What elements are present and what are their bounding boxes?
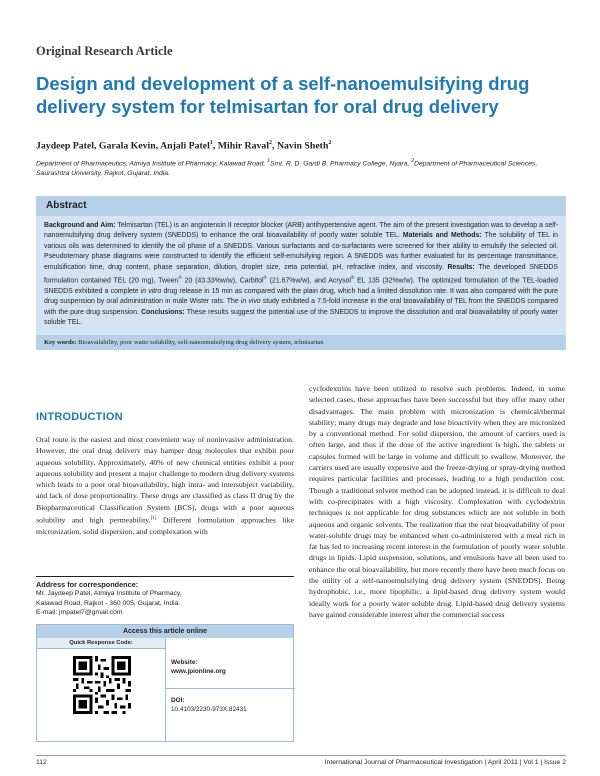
abstract-results-text-2: 20 (43.33%w/w), Carbitol [181,277,264,285]
author-affil-mark-2: 2 [269,140,273,146]
abstract-in-vivo: in vivo [240,298,261,306]
intro-left-text-2: Different formulation approaches like micronization, solid dispersion, and complexation with [36,515,294,536]
info-divider [166,688,295,689]
affiliation-text-1: Department of Pharmaceutics, Atmiya Institute of Pharmacy, Kalawad Road, [36,160,268,168]
introduction-right-column: cyclodextrins have been utilized to resolve such problems. Indeed, in some selected cases, these approaches have been successful but they offer many other disadvantages. The main problem with micronization is chemical/thermal stability; many drugs may degrade and lose bioactivity when they are micronized by a conventional method. For solid dispersion, the amount of carriers used is often large, and thus if the dose of the active ingredient is high, the tablets or capsules formed will be large in volume and difficult to swallow. Moreover, the carriers used are usually expensive and the freeze-drying or spray-drying method requires particular facilities and processes, leading to a high production cost. Though a traditional solvent method can be adopted instead, it is difficult to deal with co-precipitates with a high viscosity. Complexation with cyclodextrin techniques is not applicable for drug substances which are not soluble in both aqueous and organic solvents. The realization that the oral bioavailability of poor water-soluble drugs may be enhanced when co-administered with a meal rich in fat has led to increasing recent interest in the formulation of poorly water soluble drugs in lipids. Lipid suspension, solutions, and emulsions have all been used to enhance the oral bioavailability, but more recently there have been much focus on the utility of a self-nanoemulsifying drug delivery system (SNEDDS). Being hydrophobic, i.e., more lipophilic, a lipid-based drug delivery system would ideally work for a poorly water soluble drug. Lipid-based drug delivery systems have gained considerable interest after the commercial success [309,384,565,619]
abstract-results-text-1: The developed SNEDDS formulation contained TEL (20 mg), Tween [44,263,558,285]
section-label: Original Research Article [36,44,173,58]
registered-mark-1: ® [178,275,182,281]
abstract-conclusions-label: Conclusions: [141,308,185,316]
doi-block [171,696,247,714]
affiliation-text-2: Smt. R. D. Gardi B. Pharmacy College, Nyara, [269,160,412,168]
abstract-methods-text: The solubility of TEL in various oils was determined to identify the oil phase of a SNEDDS. Various surfactants and co-surfactants were screened for their ability to emulsify the selected oil. Pseudoternary phase diagrams were constructed to identify the efficient self-emulsifying region. A SNEDDS was further evaluated for its percentage transmittance, emulsification time, drug content, phase separation, dilution, droplet size, zeta potential, pH, refractive index, and viscosity. [44,232,559,271]
abstract-background-text: Telmisartan (TEL) is an angiotensin II receptor blocker (ARB) antihypertensive agent. The aim of the present investigation was to develop a self-nanoemulsifying drug delivery system (SNEDDS) to enhance the oral bioavailability of poorly water soluble TEL. [44,222,558,240]
abstract-conclusions-text: These results suggest the potential use of the SNEDDS to improve the dissolution and oral bioavailability of poorly water soluble TEL. [44,308,558,326]
affiliations [36,156,571,179]
abstract-box [36,196,566,350]
author-affil-mark-1: 1 [209,140,213,146]
affiliation-mark-1: 1 [267,158,270,164]
introduction-left-column [36,434,294,537]
author-list [36,140,331,151]
access-heading: Access this article online [37,625,293,638]
abstract-results-text-3: (21.67%w/w), and Acrysol [266,277,351,285]
registered-mark-2: ® [263,275,267,281]
authors-text-3: , Navin Sheth [272,140,329,152]
article-title: Design and development of a self-nanoemulsifying drug delivery system for telmisartan for oral drug delivery [36,73,530,117]
correspondence-heading: Address for correspondence: [36,580,139,589]
author-affil-mark-3: 2 [328,140,332,146]
abstract-results-text-4: EL 135 (32%w/w). The optimized formulation of the TEL-loaded SNEDDS exhibited a complete [44,277,558,295]
doi-label: DOI: [171,697,185,704]
abstract-results-label: Results: [447,263,475,271]
doi-value[interactable]: 10.4103/2230-973X.82431 [171,706,247,713]
keywords-label: Key words: [44,339,77,346]
website-block [171,658,226,676]
abstract-background-label: Background and Aim: [44,222,116,229]
qr-code-icon[interactable] [73,656,131,714]
correspondence-address: Kalawad Road, Rajkot - 360 005, Gujarat, India. [36,599,181,607]
website-label: Website: [171,659,198,666]
access-info-column [171,638,291,742]
abstract-results-text-5: drug release in 15 min as compared with the plain drug, which had a limited dissolution rate. It was also compared with the pure drug suspension by oral administration in male Wister rats. The [44,287,559,306]
correspondence-email[interactable]: E-mail: jmpatel7@gmail.com [36,608,123,616]
registered-mark-3: ® [350,275,355,281]
introduction-heading: INTRODUCTION [36,411,123,423]
affiliation-text-3: Department of Pharmaceutical Sciences, Saurashtra University, Rajkot, Gujarat, India. [36,160,538,178]
affiliation-mark-2: 2 [411,158,415,164]
page-number: 112 [36,759,47,766]
keywords-bar [36,335,566,350]
abstract-in-vitro: in vitro [140,287,162,295]
correspondence-name: Mr. Jaydeep Patel, Atmiya Institute of Pharmacy, [36,590,182,598]
citation-1: [1] [150,516,157,522]
abstract-methods-label: Materials and Methods: [402,232,482,240]
qr-label: Quick Response Code: [37,638,165,649]
abstract-results-text-6: study exhibited a 7.5-fold increase in the oral bioavailability of TEL from the SNEDDS compared with the pure drug suspension. [44,298,558,316]
abstract-heading: Abstract [36,196,566,216]
website-link[interactable]: www.jpionline.org [171,668,226,675]
qr-column [37,638,166,742]
correspondence-block [36,576,294,617]
footer-divider [36,755,566,756]
abstract-text [44,221,558,328]
keywords-text: Bioavailability, poor water solubility, self-nanoemulsifying drug delivery system, telmisartan [76,339,324,346]
access-online-box [36,624,294,742]
authors-text-2: , Mihir Raval [212,140,270,152]
authors-text-1: Jaydeep Patel, Garala Kevin, Anjali Patel [36,140,210,152]
intro-left-text-1: Oral route is the easiest and most convenient way of noninvasive administration. However, the oral drug delivery may hamper drug molecules that exhibit poor aqueous solubility. Approximately, 40% of new chemical entities exhibit a poor aqueous solubility and present a major challenge to modern drug delivery systems which leads to a poor oral bioavailability, high intra- and intersubject variability, and lack of dose proportionality. These drugs are classified as class II drug by the Biopharmaceutical Classification System (BCS), drugs with a poor aqueous solubility and high permeability. [36,435,294,525]
journal-footer: International Journal of Pharmaceutical Investigation | April 2011 | Vol 1 | Issue 2 [324,759,566,766]
